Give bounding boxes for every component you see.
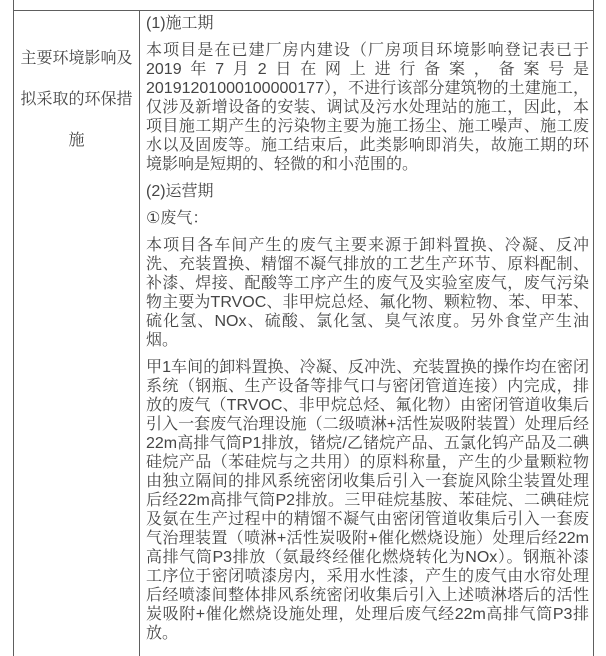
environmental-impact-table xyxy=(13,0,594,656)
paragraph-waste-gas-treatment: 甲1车间的卸料置换、冷凝、反冲洗、充装置换的操作均在密闭系统（钢瓶、生产设备等排气口与密闭管道连接）内完成，排放的废气（TRVOC、非甲烷总烃、氟化物）由密闭管道收集后引入一套废气治理设施（二级喷淋+活性炭吸附装置）处理后经22m高排气筒P1排放，锗烷/乙锗烷产品、五氯化钨产品及二碘硅烷产品（苯硅烷与之共用）的原料称量，产生的少量颗粒物由独立隔间的排风系统密闭收集后引入一套旋风除尘装置处理后经22m高排气筒P2排放。三甲硅烷基胺、苯硅烷、二碘硅烷及氨在生产过程中的精馏不凝气由密闭管道收集后引入一套废气治理装置（喷淋+活性炭吸附+催化燃烧设施）处理后经22m高排气筒P3排放（氨最终经催化燃烧转化为NOx）。钢瓶补漆工序位于密闭喷漆房内，采用水性漆，产生的废气由水帘处理后经喷漆间整体排风系统密闭收集后引入上述喷淋塔后的活性炭吸附+催化燃烧设施处理，处理后废气经22m高排气筒P3排放。 xyxy=(146,359,589,642)
paragraph-construction-period-body: 本项目是在已建厂房内建设（厂房项目环境影响登记表已于2019年7月2日在网上进行备案，备案号是20191201000100000177），不进行该部分建筑物的土建施工，仅涉及新增设备的安装、调试及污水处理站的施工，因此，本项目施工期产生的污染物主要为施工扬尘、施工噪声、施工废水以及固废等。施工结束后，此类影响即消失，故施工期的环境影响是短期的、轻微的和小范围的。 xyxy=(146,42,589,173)
row-content-cell xyxy=(140,11,593,656)
row-header-label: 主要环境影响及拟采取的环保措施 xyxy=(20,50,133,149)
paragraph-waste-gas-sources: 本项目各车间产生的废气主要来源于卸料置换、冷凝、反冲洗、充装置换、精馏不凝气排放的工艺生产环节、原料配制、补漆、焊接、配酸等工序产生的废气及实验室废气，废气污染物主要为TRVOC、非甲烷总烃、氟化物、颗粒物、苯、甲苯、硫化氢、NOx、硫酸、氯化氢、臭气浓度。另外食堂产生油烟。 xyxy=(146,237,589,349)
paragraph-construction-period-heading: (1)施工期 xyxy=(146,15,214,32)
paragraph-operation-period-heading: (2)运营期 xyxy=(146,183,214,200)
row-header-cell xyxy=(14,11,140,656)
paragraph-waste-gas-heading: ①废气： xyxy=(146,210,209,227)
table-row-environmental-measures xyxy=(14,10,593,656)
